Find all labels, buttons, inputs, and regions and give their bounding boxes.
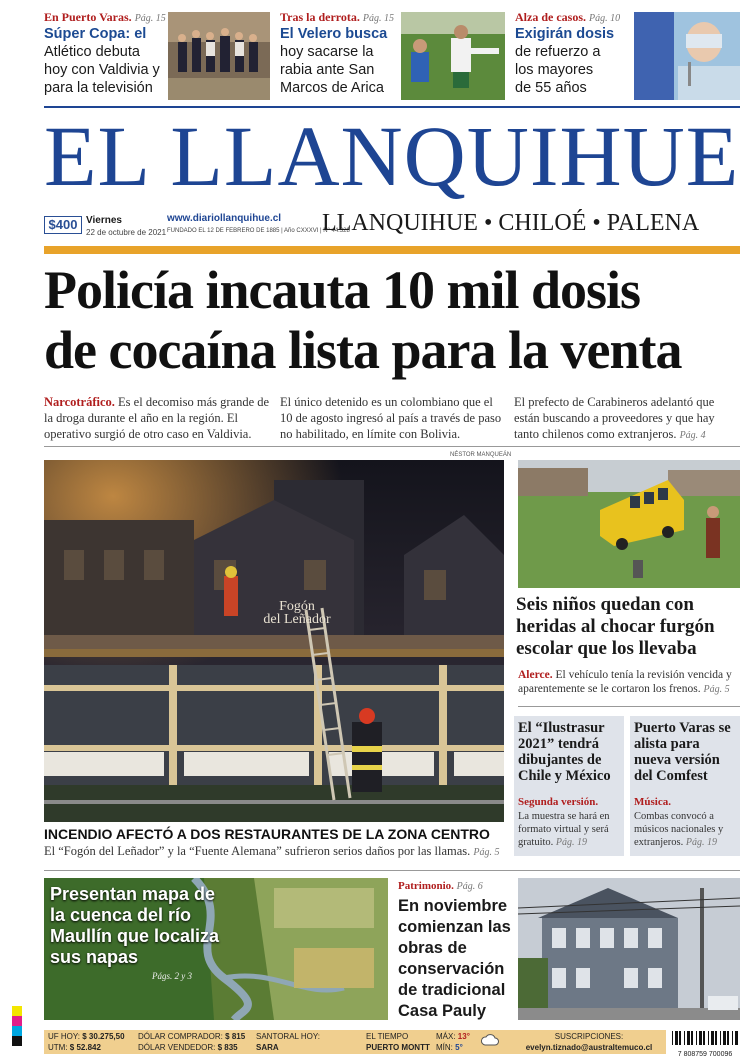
print-color-swatches: [12, 1006, 22, 1046]
ilustrasur-headline: El “Ilustrasur 2021” tendrá dibujantes de Chile y México: [518, 720, 611, 784]
footer-subscriptions[interactable]: SUSCRIPCIONES: evelyn.tiznado@australtemuco.cl: [525, 1032, 653, 1052]
side-headline[interactable]: Seis niños quedan con heridas al chocar furgón escolar que los llevaba: [516, 594, 715, 659]
photo-credit: NÉSTOR MANQUEÁN: [450, 452, 512, 458]
main-story-col-1: [44, 394, 272, 442]
accent-bar: [44, 246, 740, 254]
teaser-headline: para la televisión: [44, 80, 153, 96]
main-story-text: El prefecto de Carabineros adelantó que están buscando a proveedores y que hay tanto chilenos como extranjeros.: [514, 395, 715, 441]
comfest-text: Combas convocó a músicos nacionales y extranjeros. Pág. 19: [634, 811, 724, 848]
teaser-kicker: Tras la derrota. Pág. 15: [280, 10, 394, 24]
teaser-headline: Atlético debuta: [44, 44, 140, 60]
founded-line: FUNDADO EL 12 DE FEBRERO DE 1885 | Año CXXXVI | Nº 44.328: [167, 228, 350, 234]
website-link[interactable]: www.diariollanquihue.cl: [167, 213, 282, 224]
river-photo[interactable]: [44, 878, 388, 1020]
main-story-text: Es el decomiso más grande de la droga durante el año en la región. El operativo surgió de otro caso en Valdivia.: [44, 395, 270, 441]
footer-weather: EL TIEMPO PUERTO MONTT: [366, 1032, 430, 1052]
fire-caption-text: El “Fogón del Leñador” y la “Fuente Alemana” sufrieron serios daños por las llamas. Pág. 5: [44, 844, 500, 858]
teaser-kicker: En Puerto Varas. Pág. 15: [44, 10, 166, 24]
restaurant-sign: Fogón del Leñador: [263, 599, 331, 627]
main-story-kicker: Narcotráfico.: [44, 395, 115, 409]
issue-day: Viernes: [86, 215, 122, 226]
teaser-headline: hoy sacarse la: [280, 44, 374, 60]
price-badge: $400: [44, 216, 82, 234]
section-divider: [44, 446, 740, 447]
teaser-photo-vaccine[interactable]: [634, 12, 740, 100]
main-headline[interactable]: [44, 262, 744, 378]
teaser-headline: de 55 años: [515, 80, 587, 96]
main-headline-line: Policía incauta 10 mil dosis: [44, 260, 641, 320]
map-page: Págs. 2 y 3: [152, 971, 192, 981]
bus-photo[interactable]: [518, 460, 740, 588]
teaser-headline: Marcos de Arica: [280, 80, 384, 96]
heritage-headline[interactable]: En noviembre comienzan las obras de conservación de tradicional Casa Pauly: [398, 897, 511, 1020]
teaser-headline: de refuerzo a: [515, 44, 601, 60]
regions-line: LLANQUIHUE • CHILOÉ • PALENA: [322, 210, 700, 236]
footer-bar: [44, 1030, 666, 1054]
teaser-photo-soccer[interactable]: [401, 12, 505, 100]
casa-pauly-photo[interactable]: [518, 878, 740, 1020]
main-story-page: Pág. 4: [679, 430, 706, 441]
map-headline: Presentan mapa de la cuenca del río Maullín que localiza sus napas: [50, 884, 220, 967]
comfest-headline: Puerto Varas se alista para nueva versión del Comfest: [634, 720, 731, 784]
side-divider: [518, 706, 740, 707]
ilustrasur-text: La muestra se hará en formato virtual y será gratuito. Pág. 19: [518, 811, 610, 848]
comfest-box[interactable]: [630, 716, 740, 856]
cloud-icon: [480, 1030, 502, 1054]
footer-uf: UF HOY: $ 30.275,50 UTM: $ 52.842: [48, 1032, 125, 1052]
teaser-headline: Súper Copa: el: [44, 26, 147, 42]
teaser-headline: los mayores: [515, 62, 594, 78]
fire-caption-title[interactable]: INCENDIO AFECTÓ A DOS RESTAURANTES DE LA ZONA CENTRO: [44, 826, 490, 842]
teaser-headline: rabia ante San: [280, 62, 375, 78]
comfest-kicker: Música.: [634, 796, 671, 808]
lower-divider: [44, 870, 740, 871]
teaser-photo-players[interactable]: [168, 12, 270, 100]
barcode-number: 7 808759 700096: [677, 1051, 733, 1058]
ilustrasur-box[interactable]: [514, 716, 624, 856]
teaser-headline: hoy con Valdivia y: [44, 62, 160, 78]
heritage-kicker: Patrimonio. Pág. 6: [398, 880, 483, 892]
teaser-headline: Exigirán dosis: [515, 26, 615, 42]
teaser-kicker: Alza de casos. Pág. 10: [515, 10, 621, 24]
main-story-col-3: [514, 394, 742, 444]
barcode: [670, 1030, 740, 1058]
footer-temps: MÁX: 13° MÍN: 5°: [436, 1032, 470, 1052]
teaser-headline: El Velero busca: [280, 26, 388, 42]
ilustrasur-kicker: Segunda versión.: [518, 796, 599, 808]
masthead-title[interactable]: EL LLANQUIHUE: [44, 108, 740, 204]
footer-dollar: DÓLAR COMPRADOR: $ 815 DÓLAR VENDEDOR: $ 835: [138, 1032, 246, 1052]
footer-santoral: SANTORAL HOY: SARA: [256, 1032, 321, 1052]
issue-date: 22 de octubre de 2021: [86, 228, 167, 237]
side-text: Alerce. El vehículo tenía la revisión vencida y aparentemente se le cortaron los frenos. Pág. 5: [518, 669, 732, 695]
fire-photo[interactable]: [44, 460, 504, 822]
main-headline-line: de cocaína lista para la venta: [44, 320, 682, 380]
main-story-col-2: El único detenido es un colombiano que el 10 de agosto ingresó al país a través de paso no habilitado, en límite con Bolivia.: [280, 395, 502, 441]
